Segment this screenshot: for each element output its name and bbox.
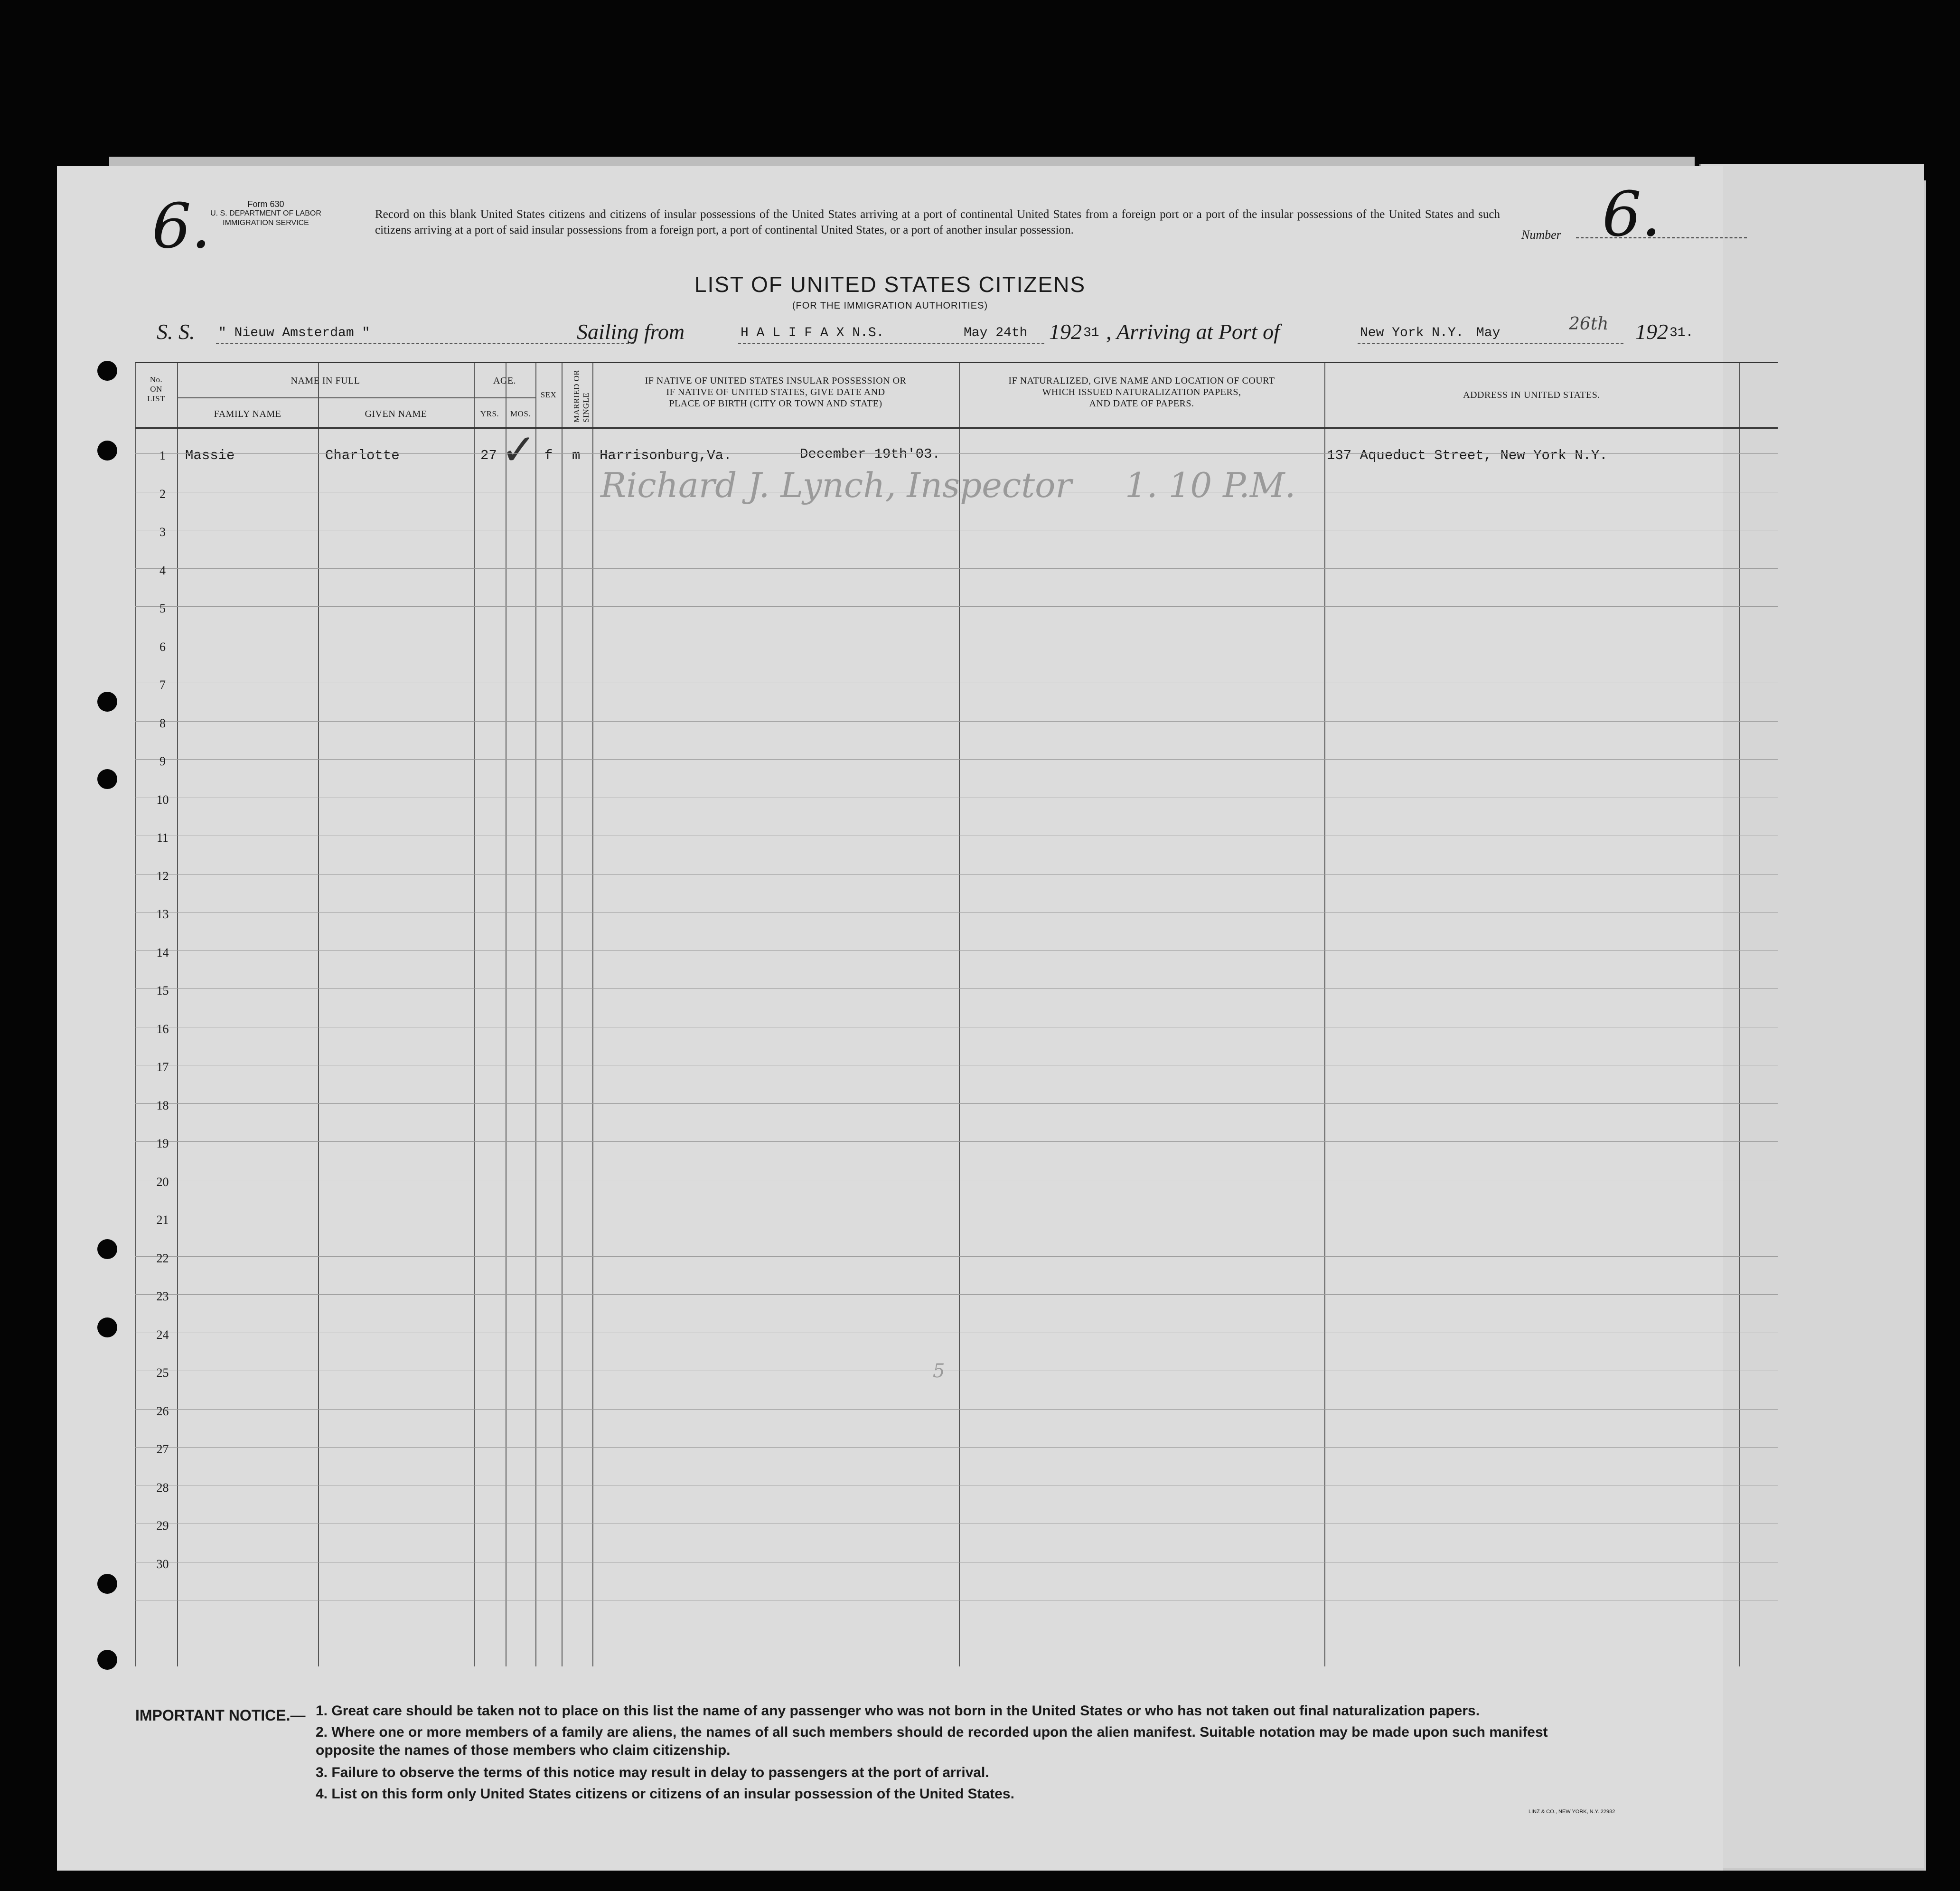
row-number: 11 [156, 831, 169, 845]
row-rule [135, 988, 1778, 989]
row-number: 17 [156, 1060, 169, 1074]
row-rule [135, 1141, 1778, 1142]
handwritten-list-number: 6. [1602, 178, 1661, 250]
row-rule [135, 1256, 1778, 1257]
row-rule [135, 912, 1778, 913]
departure-port: H A L I F A X N.S. [741, 326, 884, 340]
arrival-month: May [1476, 326, 1500, 340]
notice-item-2: 2. Where one or more members of a family are aliens, the names of all such members should de recorded upon the alien manifest. Suitable notation may be made upon such manifest opposite the names of those members who claim citizenship. [316, 1724, 1548, 1758]
row-number: 2 [159, 487, 166, 501]
col-header-number: No. ON LIST [147, 375, 165, 403]
ship-name: " Nieuw Amsterdam " [218, 326, 370, 340]
row-rule [135, 606, 1778, 607]
row-rule [135, 1294, 1778, 1295]
col-header-given-name: GIVEN NAME [365, 409, 427, 419]
fill-line [216, 343, 634, 344]
row-number: 10 [156, 792, 169, 807]
entry-sex: f [544, 448, 553, 463]
row-rule [135, 453, 1778, 454]
departure-date: May 24th [964, 326, 1028, 340]
row-number: 9 [159, 754, 166, 768]
row-number: 3 [159, 525, 166, 539]
sailing-from-label: Sailing from [577, 320, 685, 344]
binder-hole [97, 441, 117, 461]
row-number: 27 [156, 1442, 169, 1456]
notice-item-3: 3. Failure to observe the terms of this notice may result in delay to passengers at the port of arrival. [316, 1765, 989, 1780]
row-rule [135, 721, 1778, 722]
row-number: 12 [156, 869, 169, 883]
check-mark-icon: ✓ [501, 425, 537, 475]
col-header-years: YRS. [480, 409, 499, 418]
col-header-name-in-full: NAME IN FULL [291, 376, 360, 386]
stray-pencil-mark: 5 [933, 1360, 945, 1382]
binder-hole [97, 692, 117, 712]
notice-heading: IMPORTANT NOTICE.— [135, 1707, 306, 1724]
instruction-text: Record on this blank United States citizens and citizens of insular possessions of the United States arriving at a port of continental United States from a foreign port or a port of the insular possessions of the United States and such citizens arriving at a port of said insular possessions from a foreign port, a port of continental United States, or a port of another insular possession. [375, 208, 1500, 236]
entry-years: 27 [480, 448, 497, 463]
binder-hole [97, 361, 117, 381]
row-number: 14 [156, 945, 169, 960]
handwritten-sheet-number: 6. [152, 190, 211, 262]
arrival-port: New York N.Y. [1360, 326, 1464, 340]
arrival-year: 31. [1669, 326, 1694, 340]
arriving-label: , Arriving at Port of [1106, 320, 1280, 344]
col-header-address: ADDRESS IN UNITED STATES. [1463, 390, 1600, 400]
form-number: Form 630 [247, 199, 284, 209]
row-rule [135, 1409, 1778, 1410]
row-rule [135, 568, 1778, 569]
row-number: 23 [156, 1289, 169, 1303]
number-label: Number [1521, 228, 1561, 242]
number-field-line [1576, 237, 1747, 238]
row-number: 1 [159, 449, 166, 462]
row-number: 30 [156, 1557, 169, 1571]
col-header-birth: IF NATIVE OF UNITED STATES INSULAR POSSESSION OR IF NATIVE OF UNITED STATES, GIVE DATE AND PLACE OF BIRTH (CITY OR TOWN AND STATE) [645, 376, 907, 409]
row-number: 28 [156, 1480, 169, 1495]
row-number: 22 [156, 1251, 169, 1265]
row-number: 25 [156, 1366, 169, 1380]
row-number: 21 [156, 1213, 169, 1227]
entry-birth-date: December 19th'03. [800, 446, 940, 462]
row-number: 19 [156, 1137, 169, 1150]
binder-hole [97, 1574, 117, 1594]
row-number: 7 [159, 678, 166, 692]
row-rule [135, 1447, 1778, 1448]
row-number: 15 [156, 984, 169, 997]
row-number: 8 [159, 716, 166, 730]
row-number: 24 [156, 1327, 169, 1342]
col-header-marital: MARRIED OR SINGLE [572, 369, 591, 423]
row-rule [135, 759, 1778, 760]
row-number: 4 [159, 563, 166, 577]
arrival-day: 26th [1569, 314, 1609, 334]
binder-hole [97, 1239, 117, 1259]
row-rule [135, 950, 1778, 951]
notice-item-4: 4. List on this form only United States citizens or citizens of an insular possession of the United States. [316, 1786, 1014, 1802]
entry-address: 137 Aqueduct Street, New York N.Y. [1327, 448, 1608, 463]
col-header-family-name: FAMILY NAME [214, 409, 281, 419]
binder-hole [97, 769, 117, 789]
col-header-months: MOS. [510, 409, 531, 418]
row-number: 6 [159, 640, 166, 654]
row-number: 20 [156, 1175, 169, 1189]
entry-family-name: Massie [185, 448, 235, 463]
row-number: 18 [156, 1098, 169, 1112]
departure-year: 31 [1083, 326, 1099, 340]
year-prefix: 192 [1635, 320, 1668, 344]
row-number: 16 [156, 1022, 169, 1036]
row-number: 26 [156, 1404, 169, 1418]
passenger-table [135, 362, 1778, 1666]
row-number: 29 [156, 1519, 169, 1533]
ss-label: S. S. [157, 320, 195, 344]
sailing-details [157, 314, 1723, 348]
binder-hole [97, 1650, 117, 1670]
col-header-naturalized: IF NATURALIZED, GIVE NAME AND LOCATION OF COURT WHICH ISSUED NATURALIZATION PAPERS, AND DATE OF PAPERS. [1008, 376, 1275, 409]
binder-hole [97, 1317, 117, 1337]
department-name: U. S. DEPARTMENT OF LABOR [210, 209, 321, 217]
row-rule [135, 874, 1778, 875]
entry-given-name: Charlotte [325, 448, 400, 463]
page-title: LIST OF UNITED STATES CITIZENS [694, 272, 1086, 297]
fill-line [1358, 343, 1623, 344]
notice-item-1: 1. Great care should be taken not to place on this list the name of any passenger who was not born in the United States or who has not taken out final naturalization papers. [316, 1703, 1480, 1719]
service-name: IMMIGRATION SERVICE [223, 219, 309, 227]
fill-line [738, 343, 1044, 344]
handwritten-time-note: 1. 10 P.M. [1125, 465, 1296, 505]
col-header-age: AGE. [493, 376, 516, 386]
handwritten-inspector-note: Richard J. Lynch, Inspector [600, 465, 1072, 505]
year-prefix: 192 [1049, 320, 1082, 344]
page-subtitle: (FOR THE IMMIGRATION AUTHORITIES) [792, 301, 988, 311]
row-rule [135, 1103, 1778, 1104]
col-header-sex: SEX [540, 390, 557, 399]
entry-birth-place: Harrisonburg,Va. [600, 448, 732, 463]
row-number: 13 [156, 907, 169, 921]
entry-marital: m [572, 448, 581, 463]
row-number: 5 [159, 602, 166, 615]
manifest-page [57, 166, 1723, 1871]
printer-imprint: LINZ & CO., NEW YORK, N.Y. 22982 [1529, 1809, 1615, 1815]
